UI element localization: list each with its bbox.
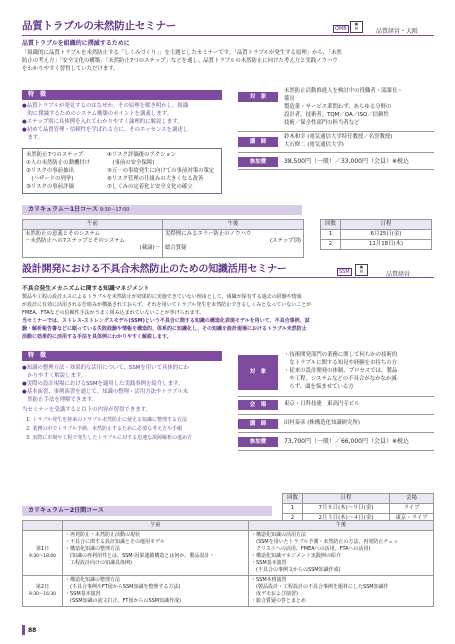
day1-pm-2: (SSMを用いたトラブル予測・未然防止の方法、再発防止チェッ [251, 539, 399, 545]
section2-intro-6: 活動に効果的に活用する手法を具体例にわかりやすく解説します。 [22, 334, 172, 340]
day1-label: 第1日 [35, 546, 50, 552]
day1-am-1: ・再発防止・未然防止活動の現状 [65, 532, 141, 538]
date2-row-1-no: 1 [283, 504, 303, 514]
schedule-pm-2: (ステップ別) [269, 238, 301, 244]
day2-cell [23, 576, 63, 607]
day1-pm-6: (不具合の事例文からのSSM知識作成) [251, 567, 341, 573]
section2-feature-bar: 特 徴 [22, 351, 222, 361]
section2-lecturer: 田村泰彦 (株構造化知識研究所) [284, 420, 360, 426]
day1-pm-3: クリストへの活用、FMEAへの活用、FTAへの活用) [251, 546, 371, 552]
section2-feature-4: ●基本演習、事例演習を通じて、知識の整理・活用方法やトラブル未 [22, 389, 188, 395]
day2-label: 第2日 [35, 584, 50, 590]
date2-row-1-venue: ライブ [390, 504, 434, 514]
page-number: 88 [28, 627, 37, 634]
section1-lead: 品質トラブルを組織的に撲滅するために [22, 40, 130, 47]
topic-right-4: ⑥リスク管理の仕組みの大きくなる改善 [107, 176, 204, 182]
divider [238, 450, 434, 451]
section1-feature-1: ●品質トラブルが発見するのはなぜか。その原理を解き明かし、組織 [22, 103, 189, 109]
schedule-pm-1: 実際例にみるエラー防止のノウハウ [165, 231, 252, 237]
section2-fee: 73,700円（一般）／66,000円（会員）※税込 [284, 438, 410, 445]
date2-row-1-date: 7月８日(木)～９日(金) [303, 504, 390, 514]
dates2-header-venue: 会場 [390, 494, 434, 504]
date-row-1-no: 1 [321, 230, 341, 240]
section1-code-badge: QMB [335, 26, 347, 32]
section2-code-badge: SSM [339, 269, 350, 275]
schedule-am-2: －未然防止への7ステップとそのシステム [25, 238, 125, 244]
topic-right-2: (事前の安全保障) [107, 160, 155, 166]
day1-pm-4: ・構造化知識マネジメント実践例の紹介 [251, 553, 341, 559]
section1-curriculum-bar [22, 205, 302, 215]
schedule-header-pm: 午後 [163, 220, 304, 230]
schedule-pm-cell [163, 230, 304, 258]
page-marker [22, 625, 25, 635]
topic-left-1: 未然防止7つのステップ [26, 152, 84, 158]
dates-header-count: 回数 [321, 220, 341, 230]
section2-feature-3: ●実際の設計現場におけるSSMを適用した実践事例を紹介します。 [22, 381, 184, 387]
section1-feature-4: ●初めて品質管理・信頼性を学ばれる方に、そのエッセンスを講述し [22, 127, 189, 133]
day2-am-4: (SSM知識の読文打正、FT図からのSSM知識作成) [65, 598, 182, 604]
day1-am-cell [63, 531, 249, 576]
divider [238, 432, 434, 433]
topic-left-2: ①人の未然防止の動機付け [26, 160, 91, 166]
date-row-1-date: 6月25日(金) [341, 230, 432, 240]
section2-merit-3: 3. 実際に市場や工程で発生したトラブルに対する迅速な故障解析の進め方 [26, 435, 193, 441]
day2-pm-3: 成デモおよび演習) [251, 591, 298, 597]
section1-feature-5: ます。 [22, 135, 44, 141]
section2-intro-4: 当セミナーでは、ストレス-ストレングスモデル(SSM)という不具合に関する知識の構造化表現モデルを用いて、不具合事例、試 [22, 318, 310, 324]
section2-lead: 不具合発生メカニズムに関する知識マネジメント [22, 286, 150, 292]
section1-intro-3: をわかりやすく習得していただけます。 [22, 66, 119, 72]
section2-venue-label: 会 場 [238, 400, 278, 410]
schedule2-header-day [23, 521, 63, 531]
date2-row-2-no: 2 [283, 514, 303, 524]
section1-title: 品質トラブルの未然防止セミナー [22, 20, 177, 32]
schedule-am-1: 未然防止の意義とそのシステム [25, 231, 100, 237]
schedule2-header-am: 午前 [63, 521, 249, 531]
section2-target-label: 対 象 [238, 355, 278, 390]
divider [238, 414, 434, 415]
section2-lecturer-label: 講 師 [238, 419, 278, 429]
section2-curriculum-bar: カリキュラム～2日間コース [22, 506, 272, 516]
day1-am-3: ・構造化知識の整理方法 [65, 546, 121, 552]
section1-target-label: 対 象 [238, 92, 278, 102]
day2-pm-1: ・SSM本格演習 [251, 577, 287, 583]
day1-am-4: (知識の再利用性とは、SSM-因果連鎖構造とは何か、製品設計・ [65, 553, 215, 559]
section1-feature-3: ●ステップ別に具体例を入れてわかりやすく論理的に解説します。 [22, 119, 183, 125]
date2-row-2-venue: 東京・ライブ [390, 514, 434, 524]
section2-category: 品質経営 [386, 271, 411, 278]
topic-right-5: ⑦しくみの定着化と安全文化の確立 [107, 184, 193, 190]
divider [238, 396, 434, 397]
date2-row-2-date: 2月３日(木)～４日(金) [303, 514, 390, 524]
day1-cell [23, 531, 63, 576]
divider [238, 131, 434, 132]
divider [238, 169, 434, 170]
day2-am-1: ・構造化知識の整理方法 [65, 577, 121, 583]
section2-fee-label: 参加費 [238, 437, 278, 447]
section1-feature-bar: 特 徴 [22, 90, 222, 100]
day1-am-2: ・不具合に関する設計知識とその運用モデル [65, 539, 165, 545]
section1-curriculum-title: カリキュラム～1日コース [28, 206, 98, 213]
section2-merit-lead: 当セミナーを受講すると以下の内容が習得できます。 [22, 407, 151, 413]
day2-pm-cell [249, 576, 434, 607]
section2-intro-1: 製品や工程の設計エスによるトラブルを未然防止が効果的に実施できていない理由として、組織が保有する過去の経験や情報 [22, 294, 302, 300]
section1-intro-2: 防止の考え方」「安全文化の構築」「未然防止7つのステップ」などを通し、品質トラブルの未然防止に向けた考え方と実践ノウハウ [22, 58, 338, 64]
day2-pm-2: (製品設計・工程設計の不具合事例を題材にしたSSM知識作 [251, 584, 389, 590]
section1-curriculum-time: 9:30～17:00 [99, 208, 130, 213]
dates2-header-count: 回数 [283, 494, 303, 504]
section1-target-2: 係長 [284, 96, 295, 102]
schedule2-header-pm: 午後 [249, 521, 434, 531]
section2-target-2: なトラブルに関する知見や経験をお持ちの方 [284, 360, 397, 366]
day1-am-5: 工程設計向けの知識具体例) [65, 560, 132, 566]
section2-merit-1: 1. トラブル発生を将来のトラブル未然防止に使える知識に整理する方法 [26, 417, 187, 423]
section2-intro-3: FMEA、FTAなどの信頼性手法がうまく組み込まれていないことが挙げられます。 [22, 310, 205, 316]
day1-pm-cell [249, 531, 434, 576]
section1-target-5: 技術／保全性部門の担当者など [284, 120, 360, 126]
qmb-logo: ▣ ▤ [350, 21, 363, 33]
section2-merit-2: 2. 業務の中でトラブル予測、未然防止するために必要な考え方や手順 [26, 426, 183, 432]
section1-lecturer-1: 鈴木和幸 (電気通信大学特任教授／名誉教授) [284, 134, 393, 140]
section2-feature-5: 然防止手法を理解できます。 [22, 397, 98, 403]
day2-am-cell [63, 576, 249, 607]
day2-time: 9:30～16:30 [29, 592, 56, 597]
date-row-2-date: 11月18日(木) [341, 240, 432, 250]
day1-pm-5: ・SSM基本演習 [251, 560, 287, 566]
day2-am-2: (不具合事例やFT図からSSM知識を整理する方法) [65, 584, 181, 590]
section1-fee-label: 参加費 [238, 157, 278, 167]
section2-title: 設計開発における不具合未然防止のための知識活用セミナー [22, 264, 287, 275]
section2-intro-5: 験・解析報告書などに眠っている失敗経験や情報を構造的、体系的に知識化し、その知識を設計現場におけるトラブル未然防止 [22, 326, 307, 332]
section1-target-1: 未然防止活動推進人を検討中の役職者・部課長・ [284, 88, 403, 94]
ssm-logo: ▣ ▤ [355, 264, 368, 276]
topic-right-3: ⑤万一の事故発生に向けての事前対策の策定 [107, 168, 215, 174]
section2-header [22, 262, 434, 278]
section2-feature-1: ●知識の整理方法・効果的な活用について、SSMを用いて具体的にわ [22, 365, 189, 371]
section2-venue: 東京・日科技連 東高円寺ビル [284, 401, 360, 407]
day1-time: 9:30～18:00 [29, 554, 56, 559]
section1-fee: 38,500円（一般）／33,000円（会員）※税込 [284, 158, 410, 165]
section1-schedule-table [22, 219, 304, 258]
section1-header [22, 20, 434, 36]
dates2-header-date: 日程 [303, 494, 390, 504]
schedule-pm-3: 総合質疑 [165, 245, 187, 251]
dates-header-date: 日程 [341, 220, 432, 230]
topic-right-1: ④リスク評価後のアクション [107, 152, 177, 158]
day2-pm-4: ・総合質疑の答とまとめ [251, 598, 307, 604]
section2-target-5: らず、頭を悩ませている方 [284, 384, 354, 390]
date-row-2-no: 2 [321, 240, 341, 250]
schedule-header-am: 午前 [23, 220, 163, 230]
day2-am-3: ・SSM基本演習 [65, 591, 101, 597]
section2-schedule-table [22, 520, 434, 607]
day1-pm-1: ・構造化知識の活用方法 [251, 532, 307, 538]
section1-topics-box [22, 148, 222, 194]
section1-lecturer-2: 大石修二 (電気通信大学) [284, 142, 344, 148]
section1-category: 品質経営・大阪 [376, 28, 419, 35]
topic-left-4: (ハザードの列挙) [26, 176, 74, 182]
section1-dates-table [320, 219, 432, 250]
section2-target-1: ・技術開発部門の業務に関して何らかの技術的 [284, 352, 398, 358]
section1-target-4: 設計者、技術者、TQM／QA／ISO／信頼性 [284, 112, 389, 118]
section2-feature-2: かりやすく解説します。 [22, 373, 87, 379]
schedule-am-cell [23, 230, 163, 258]
section1-lecturer-label: 講 師 [238, 137, 278, 147]
schedule-am-3: (載論)－ [139, 245, 160, 251]
topic-left-3: ②リスクの事前抽出 [26, 168, 74, 174]
section2-intro-2: が設計に有効に活用される仕組みが構築されておらず、それを用いてトラブル発生を未然防止できるしくみとなっていないことが [22, 302, 312, 308]
section2-target-4: や工程、システムなどの不具合がなかなか減 [284, 376, 397, 382]
section1-feature-2: 的に撲滅するためのシステム構築のポイントを講義します。 [22, 111, 172, 117]
topic-left-5: ③リスクの事前評価 [26, 184, 74, 190]
section1-intro-1: 「組織的に品質トラブルを未然防止する「しくみづくり」」を主題としたセミナーです。「品質トラブルが発生する原理」から、「未然 [22, 50, 342, 56]
section1-target-3: 製造業・サービス業問わず、あらゆる分野の [284, 104, 392, 110]
divider [238, 152, 434, 153]
section2-target-3: ・従来の設計開発の体制、プロセスでは、製品 [284, 368, 398, 374]
